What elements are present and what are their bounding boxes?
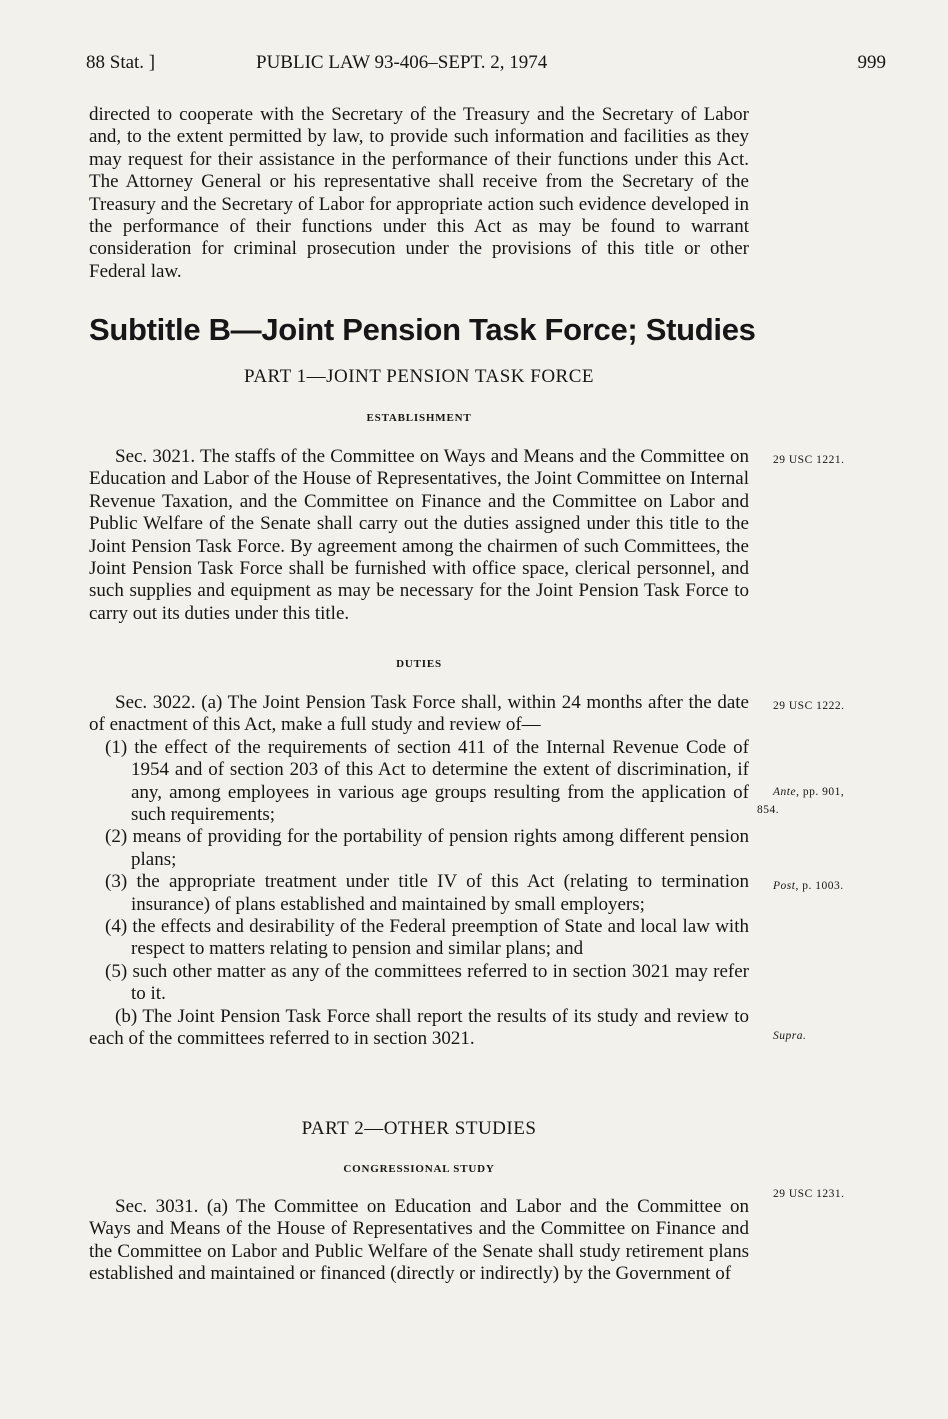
- subtitle-heading: Subtitle B—Joint Pension Task Force; Studies: [89, 312, 756, 347]
- margin-note-ante-italic: Ante: [773, 786, 797, 798]
- part1-heading: PART 1—JOINT PENSION TASK FORCE: [244, 366, 594, 387]
- sec3021-block: [89, 446, 749, 625]
- running-head-title: PUBLIC LAW 93-406–SEPT. 2, 1974: [256, 52, 548, 73]
- list-item: (4) the effects and desirability of the Federal preemption of State and local law with respect to matters relating to pension and similar plans; and: [105, 916, 749, 960]
- page-number: 999: [857, 52, 886, 73]
- sec3022-intro: Sec. 3022. (a) The Joint Pension Task Force shall, within 24 months after the date of enactment of this Act, make a full study and review of—: [89, 692, 749, 736]
- duties-heading: DUTIES: [396, 658, 442, 670]
- intro-paragraph: directed to cooperate with the Secretary of the Treasury and the Secretary of Labor and, to the extent permitted by law, to provide such information and facilities as they may request for their assistance in the performance of their functions under this Act. The Attorney General or his representative shall receive from the Secretary of the Treasury and the Secretary of Labor for appropriate action such evidence developed in the performance of their functions under this Act as may be found to warrant consideration for criminal prosecution under the provisions of this title or other Federal law.: [89, 104, 749, 282]
- list-item: (2) means of providing for the portability of pension rights among different pension plans;: [105, 826, 749, 870]
- list-item: (5) such other matter as any of the committees referred to in section 3021 may refer to it.: [105, 960, 749, 1005]
- sec3031-block: [89, 1196, 749, 1286]
- margin-note-29usc1221: 29 USC 1221.: [773, 454, 845, 466]
- margin-note-29usc1231: 29 USC 1231.: [773, 1188, 845, 1200]
- running-head-left: 88 Stat. ]: [86, 52, 156, 73]
- margin-note-post-italic: Post: [773, 880, 796, 892]
- sec3022-block: [89, 692, 749, 1051]
- establishment-heading: ESTABLISHMENT: [366, 412, 472, 424]
- margin-note-post-pages: , p. 1003.: [795, 880, 844, 892]
- part2-heading: PART 2—OTHER STUDIES: [301, 1118, 537, 1139]
- list-item: (3) the appropriate treatment under title IV of this Act (relating to termination insurance) of plans established and maintained by small employers;: [105, 871, 749, 915]
- sec3031-paragraph: Sec. 3031. (a) The Committee on Education and Labor and the Committee on Ways and Means of the House of Representatives and the Committee on Finance and the Committee on Labor and Public Welfare of the Senate shall study retirement plans established and maintained or financed (directly or indirectly) by the Government of: [89, 1196, 749, 1285]
- congressional-study-heading: CONGRESSIONAL STUDY: [343, 1163, 495, 1175]
- intro-paragraph-block: [89, 104, 749, 283]
- margin-note-post: [773, 880, 844, 892]
- list-item: (1) the effect of the requirements of section 411 of the Internal Revenue Code of 1954 and of section 203 of this Act to determine the extent of discrimination, if any, among employees in various age groups resulting from the application of such requirements;: [105, 736, 749, 826]
- margin-note-ante-line2: 854.: [757, 804, 780, 816]
- margin-note-supra: Supra.: [773, 1030, 807, 1042]
- sec3022-b: (b) The Joint Pension Task Force shall report the results of its study and review to each of the committees referred to in section 3021.: [89, 1005, 749, 1050]
- margin-note-ante: [773, 786, 844, 798]
- sec3021-paragraph: Sec. 3021. The staffs of the Committee on Ways and Means and the Committee on Education and Labor of the House of Representatives, the Joint Committee on Internal Revenue Taxation, and the Committee on Finance and the Committee on Labor and Public Welfare of the Senate shall carry out the duties assigned under this title to the Joint Pension Task Force. By agreement among the chairmen of such Committees, the Joint Pension Task Force shall be furnished with office space, clerical personnel, and such supplies and equipment as may be necessary for the Joint Pension Task Force to carry out its duties under this title.: [89, 446, 749, 624]
- margin-note-29usc1222: 29 USC 1222.: [773, 700, 845, 712]
- margin-note-ante-pages: , pp. 901,: [796, 786, 845, 798]
